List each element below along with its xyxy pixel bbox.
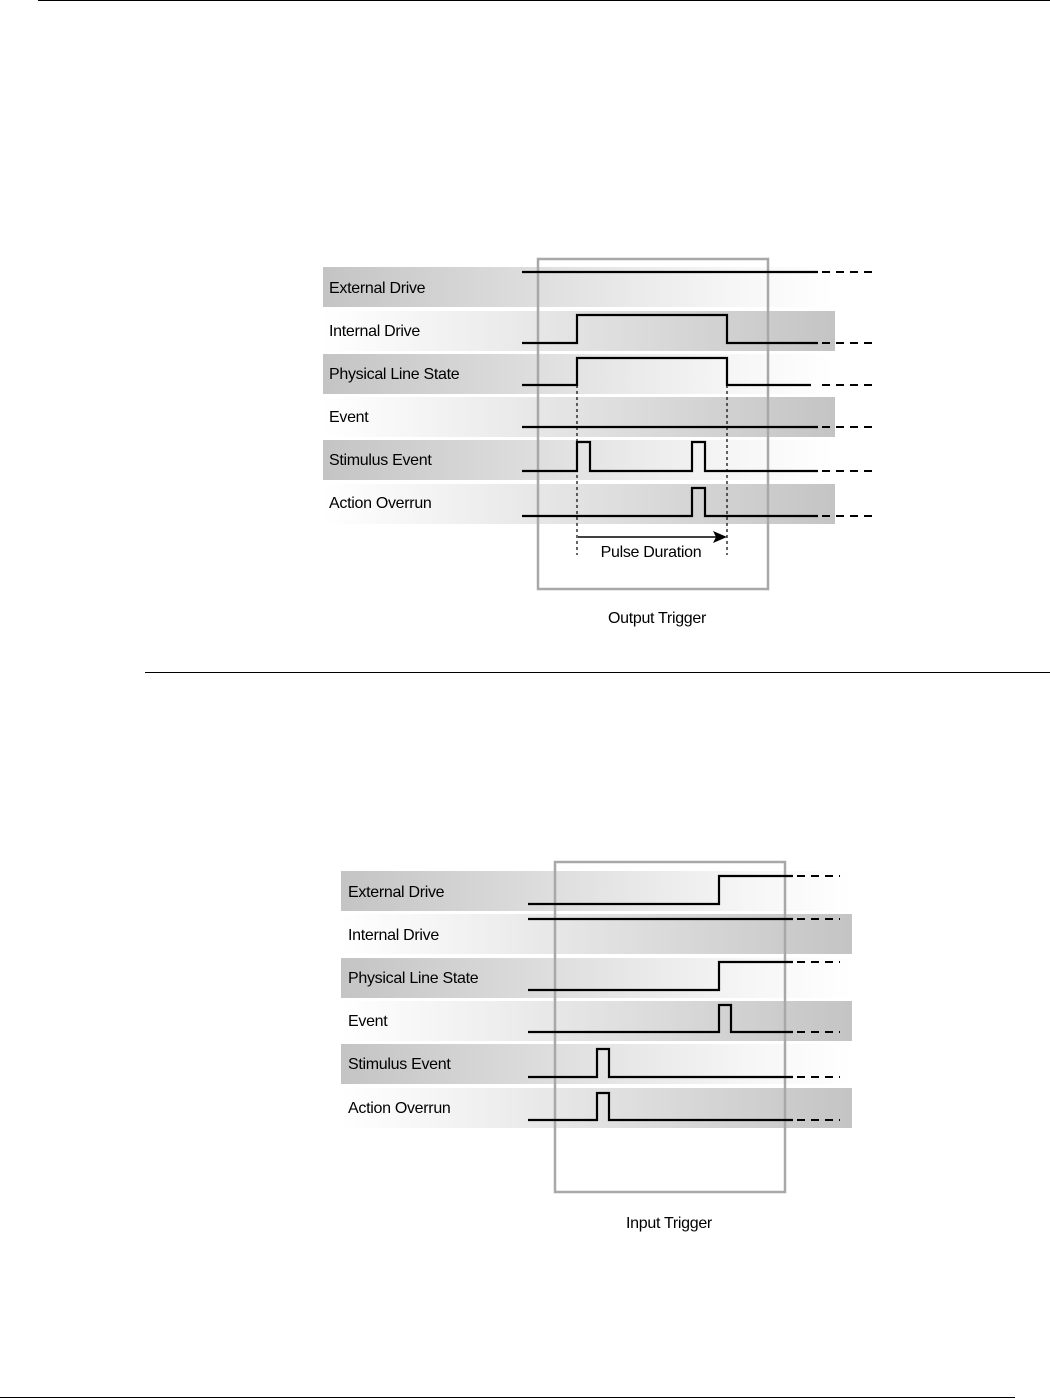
row-label-action-overrun: Action Overrun xyxy=(329,495,432,512)
row-label-stimulus-event: Stimulus Event xyxy=(348,1056,451,1073)
input-trigger-diagram xyxy=(341,862,852,1232)
row-bands xyxy=(323,267,835,524)
row-label-external-drive: External Drive xyxy=(329,280,426,297)
output-trigger-diagram xyxy=(323,259,872,627)
input-trigger-caption: Input Trigger xyxy=(626,1215,712,1232)
row-label-event: Event xyxy=(348,1013,388,1030)
band-event xyxy=(323,397,835,437)
row-label-action-overrun: Action Overrun xyxy=(348,1100,451,1117)
row-bands xyxy=(341,871,852,1128)
row-label-internal-drive: Internal Drive xyxy=(329,323,420,340)
band-event xyxy=(341,1001,852,1041)
row-label-internal-drive: Internal Drive xyxy=(348,927,439,944)
row-label-physical-line-state: Physical Line State xyxy=(329,366,460,383)
row-label-stimulus-event: Stimulus Event xyxy=(329,452,432,469)
pulse-duration-label: Pulse Duration xyxy=(600,544,702,561)
row-label-external-drive: External Drive xyxy=(348,884,445,901)
output-trigger-caption: Output Trigger xyxy=(607,610,707,627)
row-label-event: Event xyxy=(329,409,369,426)
row-label-physical-line-state: Physical Line State xyxy=(348,970,479,987)
